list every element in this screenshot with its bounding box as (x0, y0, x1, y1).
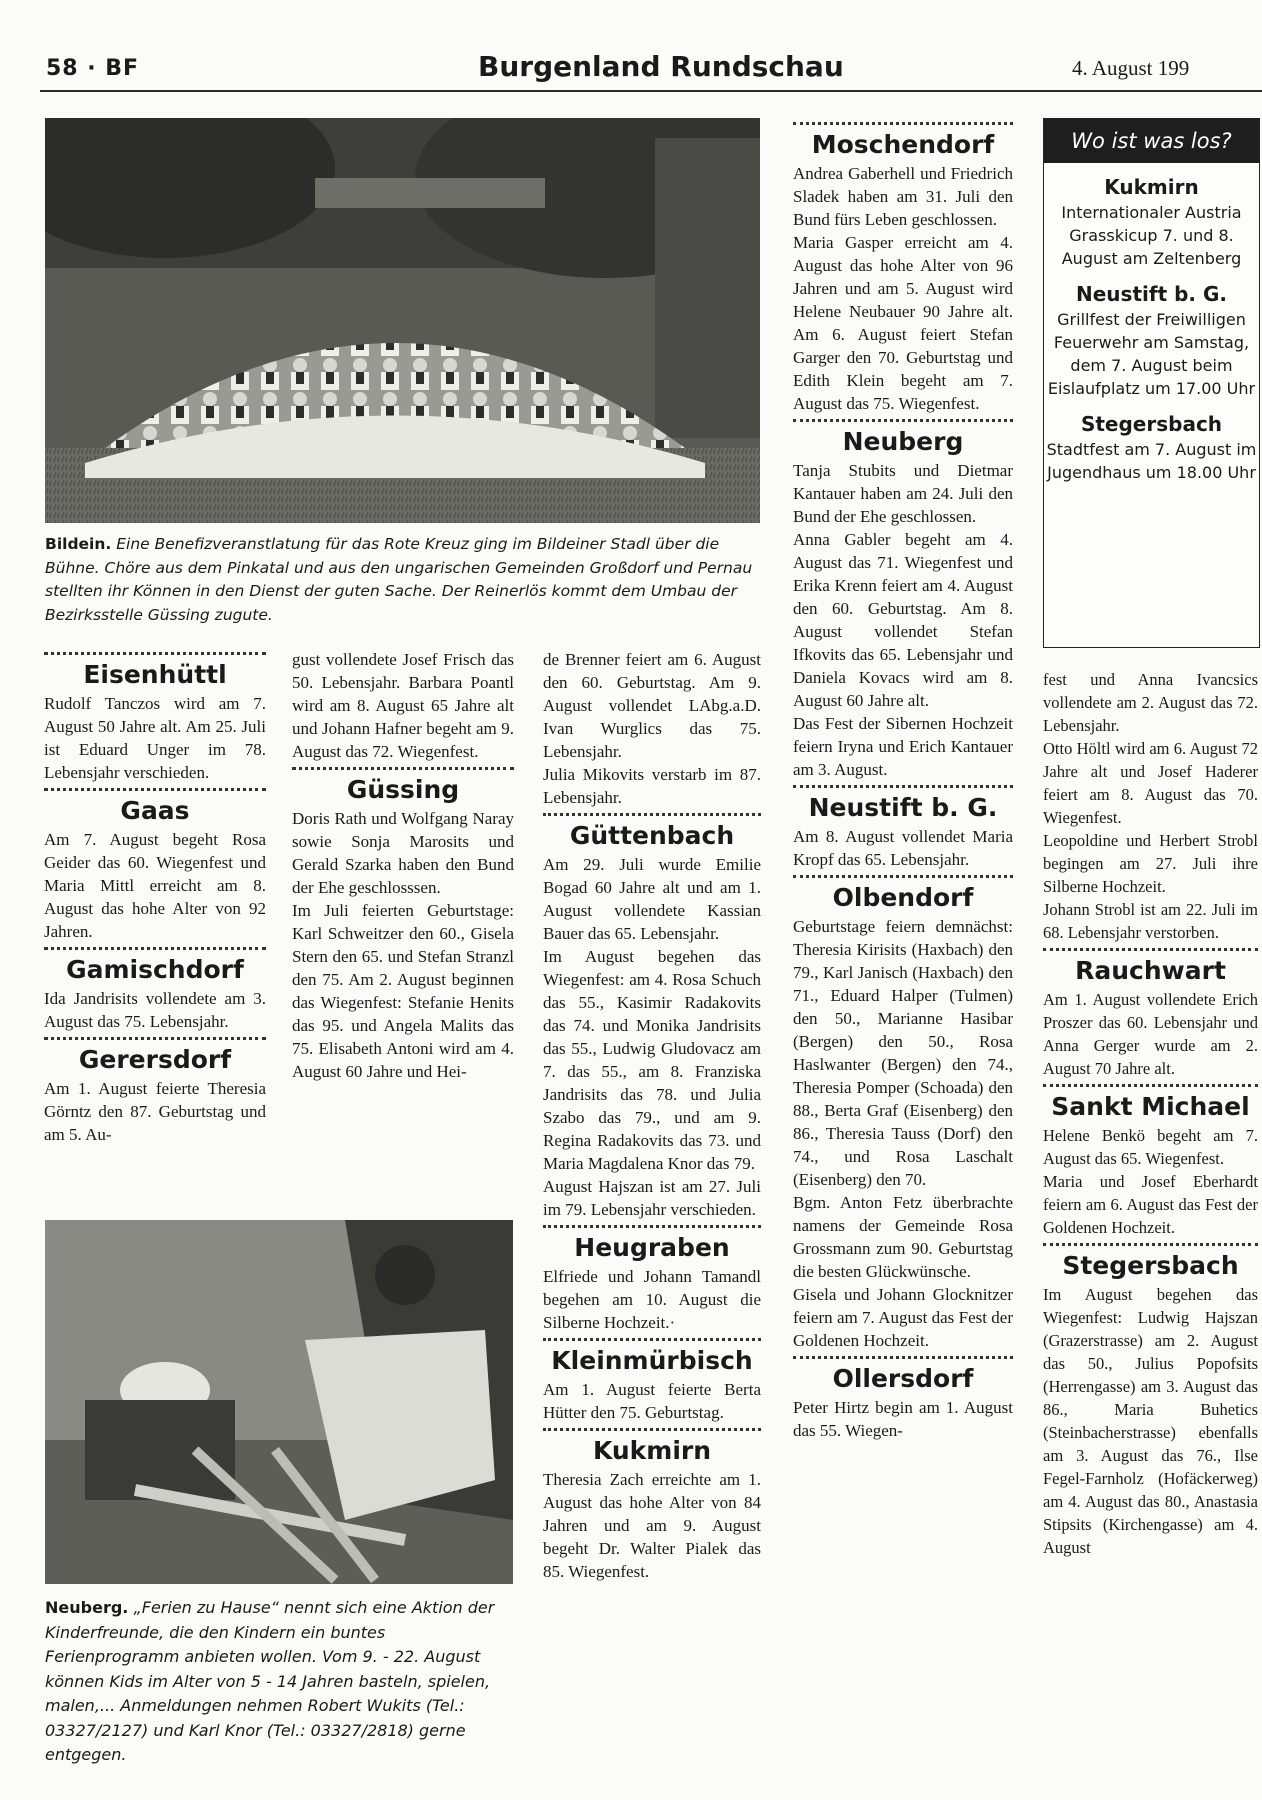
header-rule (40, 90, 1262, 92)
dotted-divider (793, 419, 1013, 422)
event-text-neustift: Grillfest der Freiwilligen Feuerwehr am Samstag, dem 7. August beim Eislaufplatz um 17.00 Uhr (1047, 310, 1256, 398)
text-neuberg-1: Tanja Stubits und Dietmar Kantauer haben am 24. Juli den Bund der Ehe geschlossen. (793, 461, 1013, 526)
dotted-divider (44, 652, 266, 655)
photo1-caption (45, 533, 760, 627)
text-kleinmuerbisch: Am 1. August feierte Berta Hütter den 75. Geburtstag. (543, 1380, 761, 1422)
heading-gerersdorf: Gerersdorf (78, 1045, 232, 1074)
text-moschendorf-1: Andrea Gaberhell und Friedrich Sladek haben am 31. Juli den Bund fürs Leben geschlossen. (793, 164, 1013, 229)
text-ollersdorf-cont-2: Otto Höltl wird am 6. August 72 Jahre alt und Josef Haderer feiert am 8. August das 70. Wiegenfest. (1043, 739, 1258, 827)
dotted-divider (793, 875, 1013, 878)
event-text-stegersbach: Stadtfest am 7. August im Jugendhaus um 18.00 Uhr (1046, 440, 1257, 482)
photo2-caption-lead: Neuberg. (45, 1598, 129, 1617)
photo2-caption (45, 1596, 513, 1768)
text-heugraben: Elfriede und Johann Tamandl begehen am 10. August die Silberne Hochzeit.· (543, 1267, 761, 1332)
page-number: 58 · BF (46, 56, 140, 81)
newspaper-title: Burgenland Rundschau (478, 50, 844, 83)
event-text-kukmirn: Internationaler Austria Grasskicup 7. und 8. August am Zeltenberg (1061, 203, 1242, 268)
text-olbendorf-2: Bgm. Anton Fetz überbrachte namens der Gemeinde Rosa Grossmann zum 90. Geburtstag die besten Glückwünsche. (793, 1193, 1013, 1281)
text-guessing-2: Im Juli feierten Geburtstage: Karl Schweitzer den 60., Gisela Stern den 65. und Stefan Stranzl den 75. Am 2. August beginnen das Wiegenfest: Stefanie Henits das 95. und Angela Malits das 75. Elisabeth Antoni wird am 4. August 60 Jahre und Hei- (292, 901, 514, 1081)
heading-olbendorf: Olbendorf (832, 883, 974, 912)
heading-stegersbach: Stegersbach (1062, 1251, 1239, 1280)
text-guettenbach-2: Im August begehen das Wiegenfest: am 4. Rosa Schuch das 55., Kasimir Radakovits das 74. und Monika Jandrisits das 55., Ludwig Gludovacz am 7. das 55., am 8. Franziska Jandrisits das 78. und Julia Szabo das 79., und am 9. Regina Radakovits das 73. und Maria Magdalena Knor das 79. (543, 947, 761, 1173)
text-moschendorf-2: Maria Gasper erreicht am 4. August das hohe Alter von 96 Jahren und am 5. August wird Helene Neubauer 90 Jahre alt. Am 6. August feiert Stefan Garger den 70. Geburtstag und Edith Klein begeht am 7. August das 75. Wiegenfest. (793, 233, 1013, 413)
text-neuberg-3: Das Fest der Sibernen Hochzeit feiern Iryna und Erich Kantauer am 3. August. (793, 714, 1013, 779)
text-sankt-michael-1: Helene Benkö begeht am 7. August das 65. Wiegenfest. (1043, 1126, 1258, 1168)
dotted-divider (543, 1338, 761, 1341)
text-sankt-michael-2: Maria und Josef Eberhardt feiern am 6. August das Fest der Goldenen Hochzeit. (1043, 1172, 1258, 1237)
text-gaas: Am 7. August begeht Rosa Geider das 60. Wiegenfest und Maria Mittl erreicht am 8. August das hohe Alter von 92 Jahren. (44, 830, 266, 941)
text-kukmirn: Theresia Zach erreichte am 1. August das hohe Alter von 84 Jahren und am 9. August begeht Dr. Walter Pialek das 85. Wiegenfest. (543, 1470, 761, 1581)
column-1 (44, 648, 266, 1146)
column-3 (543, 648, 761, 1583)
text-gerersdorf: Am 1. August feierte Theresia Görntz den 87. Geburtstag und am 5. Au- (44, 1079, 266, 1144)
dotted-divider (1043, 1243, 1258, 1246)
dotted-divider (543, 813, 761, 816)
heading-kleinmuerbisch: Kleinmürbisch (551, 1346, 753, 1375)
text-ollersdorf: Peter Hirtz begin am 1. August das 55. Wiegen- (793, 1398, 1013, 1440)
heading-ollersdorf: Ollersdorf (832, 1364, 974, 1393)
column-4 (793, 118, 1013, 1442)
text-olbendorf-3: Gisela und Johann Glocknitzer feiern am 7. August das Fest der Goldenen Hochzeit. (793, 1285, 1013, 1350)
text-guessing-1: Doris Rath und Wolfgang Naray sowie Sonja Marosits und Gerald Szarka haben den Bund der Ehe geschlosssen. (292, 809, 514, 897)
photo2-caption-text: „Ferien zu Hause“ nennt sich eine Aktion der Kinderfreunde, die den Kindern ein buntes Ferienprogramm anbieten wollen. Vom 9. - 22. August können Kids im Alter von 5 - 14 Jahren basteln, spielen, malen,... Anmeldungen nehmen Robert Wukits (Tel.: 03327/2127) und Karl Knor (Tel.: 03327/2818) gerne entgegen. (45, 1598, 495, 1764)
text-ollersdorf-cont-3: Leopoldine und Herbert Strobl begingen am 27. Juli ihre Silberne Hochzeit. (1043, 831, 1258, 896)
text-stegersbach: Im August begehen das Wiegenfest: Ludwig Hajszan (Grazerstrasse) am 2. August das 50., Julius Popofsits (Herrengasse) am 3. August das 86., Maria Buhetics (Steinbacherstrasse) ebenfalls am 3. August das 76., Ilse Fegel-Farnholz (Hofäckerweg) am 4. August das 80., Anastasia Stipsits (Kirchengasse) am 4. August (1043, 1285, 1258, 1557)
dotted-divider (793, 785, 1013, 788)
photo1-caption-text: Eine Benefizveranstlatung für das Rote Kreuz ging im Bildeiner Stadl über die Bühne. Chöre aus dem Pinkatal und aus den ungarischen Gemeinden Großdorf und Pernau stellten ihr Können in den Dienst der guten Sache. Der Reinerlös kommt dem Umbau der Bezirksstelle Güssing zugute. (45, 535, 753, 624)
event-town-stegersbach: Stegersbach (1080, 412, 1223, 436)
event-town-kukmirn: Kukmirn (1104, 175, 1199, 199)
column-5 (1043, 668, 1258, 1559)
issue-date: 4. August 199 (1072, 56, 1190, 80)
photo1-caption-lead: Bildein. (45, 535, 112, 553)
dotted-divider (793, 1356, 1013, 1359)
text-neustift: Am 8. August vollendet Maria Kropf das 65. Lebensjahr. (793, 827, 1013, 869)
events-box-header: Wo ist was los? (1044, 119, 1259, 163)
dotted-divider (292, 767, 514, 770)
heading-neuberg: Neuberg (842, 427, 964, 456)
heading-gaas: Gaas (120, 796, 190, 825)
text-guettenbach-1: Am 29. Juli wurde Emilie Bogad 60 Jahre alt und am 1. August vollendete Kassian Bauer das 65. Lebensjahr. (543, 855, 761, 943)
dotted-divider (793, 122, 1013, 125)
dotted-divider (1043, 948, 1258, 951)
events-box (1043, 118, 1260, 648)
column-2 (292, 648, 514, 1083)
heading-sankt-michael: Sankt Michael (1051, 1092, 1250, 1121)
heading-rauchwart: Rauchwart (1075, 956, 1226, 985)
dotted-divider (44, 947, 266, 950)
text-guessing-cont: de Brenner feiert am 6. August den 60. Geburtstag. Am 9. August vollendet LAbg.a.D. Ivan Wurglics das 75. Lebensjahr. (543, 650, 761, 761)
dotted-divider (543, 1428, 761, 1431)
event-town-neustift: Neustift b. G. (1076, 282, 1227, 306)
text-rauchwart: Am 1. August vollendete Erich Proszer das 60. Lebensjahr und Anna Gerger wurde am 2. August 70 Jahre alt. (1043, 990, 1258, 1078)
neuberg-kids-photo (45, 1220, 513, 1584)
text-gerersdorf-cont: gust vollendete Josef Frisch das 50. Lebensjahr. Barbara Poantl wird am 8. August 65 Jahre alt und Johann Hafner begeht am 9. August das 72. Wiegenfest. (292, 650, 514, 761)
heading-gamischdorf: Gamischdorf (66, 955, 244, 984)
text-neuberg-2: Anna Gabler begeht am 4. August das 71. Wiegenfest und Erika Krenn feiert am 4. August den 60. Geburtstag. Am 8. August vollendet Stefan Ifkovits das 65. Lebensjahr und Daniela Kovacs wird am 8. August 60 Jahre alt. (793, 530, 1013, 710)
heading-guettenbach: Güttenbach (569, 821, 735, 850)
choir-group-photo (45, 118, 760, 523)
text-guettenbach-3: August Hajszan ist am 27. Juli im 79. Lebensjahr verschieden. (543, 1177, 761, 1219)
dotted-divider (44, 1037, 266, 1040)
text-gamischdorf: Ida Jandrisits vollendete am 3. August das 75. Lebensjahr. (44, 989, 266, 1031)
heading-neustift: Neustift b. G. (808, 793, 998, 822)
text-eisenhuettl: Rudolf Tanczos wird am 7. August 50 Jahre alt. Am 25. Juli ist Eduard Unger im 78. Lebensjahr verschieden. (44, 694, 266, 782)
heading-kukmirn: Kukmirn (592, 1436, 712, 1465)
heading-eisenhuettl: Eisenhüttl (83, 660, 227, 689)
heading-heugraben: Heugraben (574, 1233, 730, 1262)
text-olbendorf-1: Geburtstage feiern demnächst: Theresia Kirisits (Haxbach) den 79., Karl Janisch (Haxbach) den 71., Eduard Halper (Tulmen) den 50., Marianne Hasibar (Bergen) den 50., Rosa Haslwanter (Bergen) den 74., Theresia Pomper (Schoada) den 88., Berta Graf (Eisenberg) den 86., Theresia Tauss (Dorf) den 74., und Rosa Laschalt (Eisenberg) den 70. (793, 917, 1013, 1189)
text-ollersdorf-cont: fest und Anna Ivancsics vollendete am 2. August das 72. Lebensjahr. (1043, 670, 1258, 735)
dotted-divider (1043, 1084, 1258, 1087)
text-guessing-cont-2: Julia Mikovits verstarb im 87. Lebensjahr. (543, 765, 761, 807)
text-ollersdorf-cont-4: Johann Strobl ist am 22. Juli im 68. Lebensjahr verstorben. (1043, 900, 1258, 942)
heading-guessing: Güssing (346, 775, 460, 804)
dotted-divider (44, 788, 266, 791)
dotted-divider (543, 1225, 761, 1228)
heading-moschendorf: Moschendorf (811, 130, 995, 159)
